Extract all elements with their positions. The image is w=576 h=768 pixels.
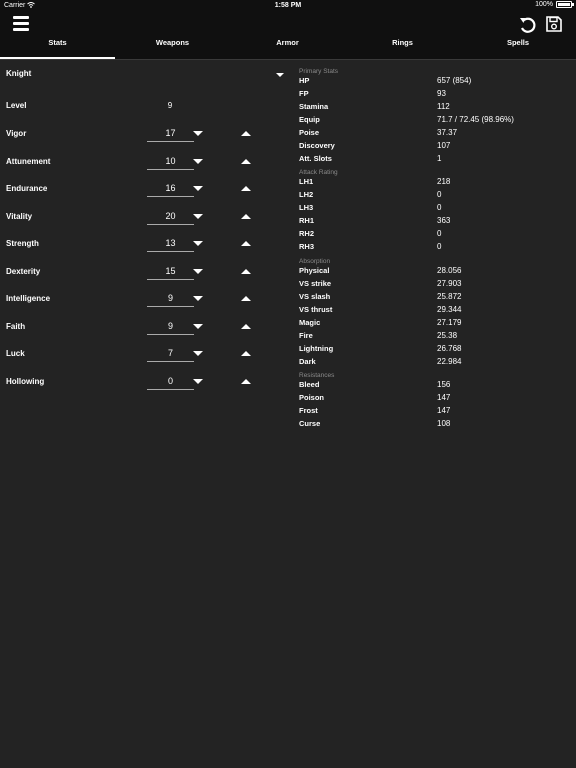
status-bar bbox=[0, 0, 576, 12]
stat-label-hollowing: Hollowing bbox=[6, 376, 45, 386]
stat-label-vigor: Vigor bbox=[6, 129, 27, 138]
stat-value-strength[interactable]: 13 bbox=[147, 238, 194, 248]
decrease-strength-icon[interactable] bbox=[193, 241, 203, 246]
stat-label-attunement: Attunement bbox=[6, 156, 51, 166]
tab-rings-label: Rings bbox=[392, 38, 413, 47]
primary-value-fp: 93 bbox=[437, 89, 446, 98]
stat-label-intelligence: Intelligence bbox=[6, 294, 51, 303]
increase-dexterity-icon[interactable] bbox=[241, 269, 251, 274]
battery-icon bbox=[556, 1, 572, 8]
decrease-faith-icon[interactable] bbox=[193, 324, 203, 329]
tab-armor[interactable] bbox=[230, 38, 345, 60]
attack-label-rh3: RH3 bbox=[299, 242, 315, 251]
carrier-text: Carrier bbox=[4, 2, 26, 9]
battery-percent: 100% bbox=[535, 1, 553, 8]
primary-value-equip: 71.7 / 72.45 (98.96%) bbox=[437, 115, 514, 124]
reset-icon[interactable] bbox=[518, 15, 538, 35]
attack-value-lh2: 0 bbox=[437, 190, 442, 199]
resistances-value-frost: 147 bbox=[437, 406, 451, 415]
resistances-label-frost: Frost bbox=[299, 406, 318, 415]
absorption-label-magic: Magic bbox=[299, 318, 321, 327]
absorption-value-lightning: 26.768 bbox=[437, 344, 462, 353]
primary-label-poise: Poise bbox=[299, 128, 320, 137]
class-name: Knight bbox=[6, 69, 32, 78]
level-value: 9 bbox=[167, 101, 173, 110]
stat-value-attunement[interactable]: 10 bbox=[147, 156, 194, 166]
absorption-value-vs-strike: 27.903 bbox=[437, 279, 462, 288]
attack-label-rh2: RH2 bbox=[299, 229, 315, 238]
decrease-hollowing-icon[interactable] bbox=[193, 379, 203, 384]
primary-value-poise: 37.37 bbox=[437, 128, 458, 137]
decrease-endurance-icon[interactable] bbox=[193, 186, 203, 191]
increase-faith-icon[interactable] bbox=[241, 324, 251, 329]
hamburger-menu-icon[interactable] bbox=[13, 16, 29, 30]
primary-label-discovery: Discovery bbox=[299, 141, 335, 150]
absorption-label-lightning: Lightning bbox=[299, 344, 334, 353]
increase-endurance-icon[interactable] bbox=[241, 186, 251, 191]
resistances-label-bleed: Bleed bbox=[299, 380, 320, 389]
resistances-label-curse: Curse bbox=[299, 419, 321, 428]
status-time: 1:58 PM bbox=[274, 2, 302, 9]
stat-value-endurance[interactable]: 16 bbox=[147, 183, 194, 193]
absorption-value-fire: 25.38 bbox=[437, 331, 458, 340]
stat-value-dexterity[interactable]: 15 bbox=[147, 266, 194, 276]
battery-indicator bbox=[535, 1, 572, 8]
attack-label-lh1: LH1 bbox=[299, 177, 314, 186]
decrease-intelligence-icon[interactable] bbox=[193, 296, 203, 301]
attack-label-lh3: LH3 bbox=[299, 203, 314, 212]
stat-value-vigor[interactable]: 17 bbox=[147, 128, 194, 138]
absorption-label-dark: Dark bbox=[299, 357, 316, 366]
increase-luck-icon[interactable] bbox=[241, 351, 251, 356]
primary-label-fp: FP bbox=[299, 89, 309, 98]
absorption-label-vs-strike: VS strike bbox=[299, 279, 332, 288]
resistances-value-poison: 147 bbox=[437, 393, 451, 402]
tab-spells[interactable] bbox=[460, 38, 576, 60]
tab-weapons[interactable] bbox=[115, 38, 230, 60]
attack-value-rh3: 0 bbox=[437, 242, 442, 251]
level-label: Level bbox=[6, 101, 27, 110]
section-header-primary: Primary Stats bbox=[299, 68, 339, 75]
decrease-vitality-icon[interactable] bbox=[193, 214, 203, 219]
absorption-label-physical: Physical bbox=[299, 266, 330, 275]
decrease-attunement-icon[interactable] bbox=[193, 159, 203, 164]
save-icon[interactable] bbox=[545, 15, 563, 33]
absorption-label-vs-slash: VS slash bbox=[299, 292, 331, 301]
absorption-value-magic: 27.179 bbox=[437, 318, 462, 327]
tab-rings[interactable] bbox=[345, 38, 460, 60]
absorption-label-fire: Fire bbox=[299, 331, 313, 340]
class-selector[interactable] bbox=[6, 69, 286, 78]
stat-label-endurance: Endurance bbox=[6, 184, 48, 193]
tab-bar bbox=[0, 38, 576, 60]
primary-label-stamina: Stamina bbox=[299, 102, 329, 111]
increase-attunement-icon[interactable] bbox=[241, 159, 251, 164]
stat-value-intelligence[interactable]: 9 bbox=[147, 293, 194, 303]
decrease-luck-icon[interactable] bbox=[193, 351, 203, 356]
absorption-value-vs-thrust: 29.344 bbox=[437, 305, 462, 314]
attack-label-rh1: RH1 bbox=[299, 216, 315, 225]
primary-value-att-slots: 1 bbox=[437, 154, 442, 163]
primary-label-hp: HP bbox=[299, 76, 310, 85]
section-header-absorption: Absorption bbox=[299, 258, 331, 265]
stat-label-vitality: Vitality bbox=[6, 211, 33, 221]
tab-armor-label: Armor bbox=[276, 38, 299, 47]
resistances-label-poison: Poison bbox=[299, 393, 325, 402]
stat-value-luck[interactable]: 7 bbox=[147, 348, 194, 358]
decrease-dexterity-icon[interactable] bbox=[193, 269, 203, 274]
stat-label-faith: Faith bbox=[6, 321, 26, 331]
tab-divider bbox=[0, 59, 576, 60]
stat-label-strength: Strength bbox=[6, 239, 39, 248]
attack-label-lh2: LH2 bbox=[299, 190, 314, 199]
stat-value-hollowing[interactable]: 0 bbox=[147, 376, 194, 386]
tab-weapons-label: Weapons bbox=[155, 38, 190, 47]
attack-value-lh1: 218 bbox=[437, 177, 451, 186]
primary-label-equip: Equip bbox=[299, 115, 320, 124]
stat-label-dexterity: Dexterity bbox=[6, 266, 41, 276]
stat-value-faith[interactable]: 9 bbox=[147, 321, 194, 331]
tab-stats[interactable] bbox=[0, 38, 115, 60]
resistances-value-bleed: 156 bbox=[437, 380, 451, 389]
absorption-value-dark: 22.984 bbox=[437, 357, 462, 366]
primary-value-hp: 657 (854) bbox=[437, 76, 472, 85]
resistances-value-curse: 108 bbox=[437, 419, 451, 428]
battery-fill bbox=[558, 3, 570, 6]
section-header-attack: Attack Rating bbox=[299, 169, 338, 176]
tab-spells-label: Spells bbox=[506, 38, 530, 47]
attack-value-rh2: 0 bbox=[437, 229, 442, 238]
primary-value-discovery: 107 bbox=[437, 141, 451, 150]
absorption-value-physical: 28.056 bbox=[437, 266, 462, 275]
primary-label-att-slots: Att. Slots bbox=[299, 154, 332, 163]
stat-value-vitality[interactable]: 20 bbox=[147, 211, 194, 221]
stat-label-luck: Luck bbox=[6, 349, 25, 358]
increase-intelligence-icon[interactable] bbox=[241, 296, 251, 301]
tab-stats-label: Stats bbox=[48, 38, 67, 47]
increase-hollowing-icon[interactable] bbox=[241, 379, 251, 384]
chevron-down-icon bbox=[276, 73, 284, 77]
increase-strength-icon[interactable] bbox=[241, 241, 251, 246]
attack-value-lh3: 0 bbox=[437, 203, 442, 212]
increase-vigor-icon[interactable] bbox=[241, 131, 251, 136]
primary-value-stamina: 112 bbox=[437, 102, 450, 111]
increase-vitality-icon[interactable] bbox=[241, 214, 251, 219]
absorption-label-vs-thrust: VS thrust bbox=[299, 305, 333, 314]
decrease-vigor-icon[interactable] bbox=[193, 131, 203, 136]
top-navbar bbox=[0, 12, 576, 60]
attack-value-rh1: 363 bbox=[437, 216, 451, 225]
section-header-resistances: Resistances bbox=[299, 372, 335, 379]
absorption-value-vs-slash: 25.872 bbox=[437, 292, 462, 301]
